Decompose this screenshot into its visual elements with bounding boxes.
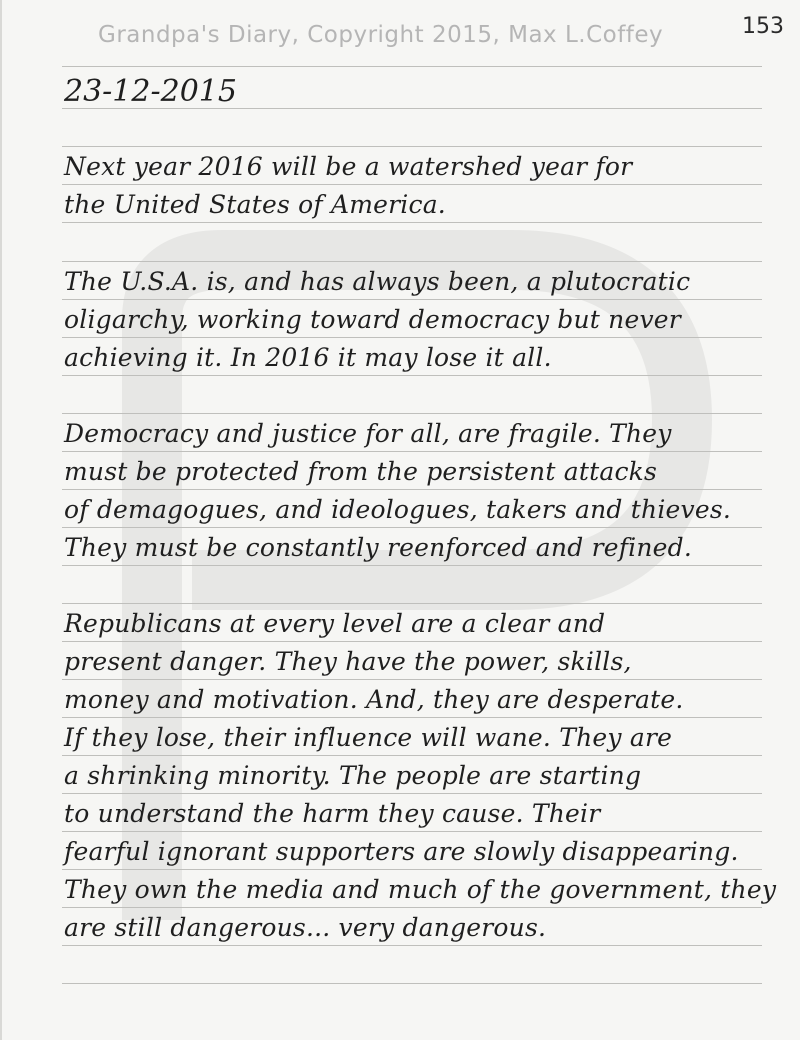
ruled-line — [62, 565, 762, 566]
ruled-line — [62, 831, 762, 832]
page-number: 153 — [742, 14, 784, 39]
ruled-line — [62, 451, 762, 452]
entry-line: Republicans at every level are a clear and — [64, 609, 606, 638]
entry-date: 23-12-2015 — [64, 74, 237, 109]
entry-line: present danger. They have the power, skills, — [64, 647, 632, 676]
ruled-line — [62, 945, 762, 946]
ruled-line — [62, 261, 762, 262]
ruled-line — [62, 869, 762, 870]
ruled-line — [62, 184, 762, 185]
entry-line: Democracy and justice for all, are fragile. They — [64, 419, 672, 448]
entry-line: the United States of America. — [64, 190, 446, 219]
entry-line: must be protected from the persistent attacks — [64, 457, 658, 486]
entry-line: a shrinking minority. The people are starting — [64, 761, 642, 790]
ruled-line — [62, 983, 762, 984]
ruled-line — [62, 603, 762, 604]
ruled-line — [62, 337, 762, 338]
ruled-line — [62, 793, 762, 794]
entry-line: The U.S.A. is, and has always been, a plutocratic — [64, 267, 691, 296]
ruled-line — [62, 146, 762, 147]
ruled-line — [62, 907, 762, 908]
ruled-line — [62, 755, 762, 756]
ruled-line — [62, 527, 762, 528]
ruled-line — [62, 717, 762, 718]
entry-line: They must be constantly reenforced and refined. — [64, 533, 693, 562]
entry-line: Next year 2016 will be a watershed year for — [64, 152, 633, 181]
entry-line: fearful ignorant supporters are slowly disappearing. — [64, 837, 739, 866]
entry-line: If they lose, their influence will wane. They are — [64, 723, 673, 752]
page-header-title: Grandpa's Diary, Copyright 2015, Max L.Coffey — [98, 22, 664, 48]
entry-line: to understand the harm they cause. Their — [64, 799, 601, 828]
entry-line: They own the media and much of the government, they — [64, 875, 777, 904]
ruled-line — [62, 222, 762, 223]
ruled-line — [62, 375, 762, 376]
entry-line: are still dangerous... very dangerous. — [64, 913, 547, 942]
entry-line: achieving it. In 2016 it may lose it all. — [64, 343, 552, 372]
ruled-line — [62, 679, 762, 680]
ruled-line — [62, 413, 762, 414]
entry-line: oligarchy, working toward democracy but never — [64, 305, 681, 334]
entry-line: money and motivation. And, they are desperate. — [64, 685, 684, 714]
ruled-line — [62, 641, 762, 642]
entry-line: of demagogues, and ideologues, takers and thieves. — [64, 495, 732, 524]
ruled-line — [62, 299, 762, 300]
ruled-line — [62, 489, 762, 490]
ruled-line — [62, 66, 762, 67]
